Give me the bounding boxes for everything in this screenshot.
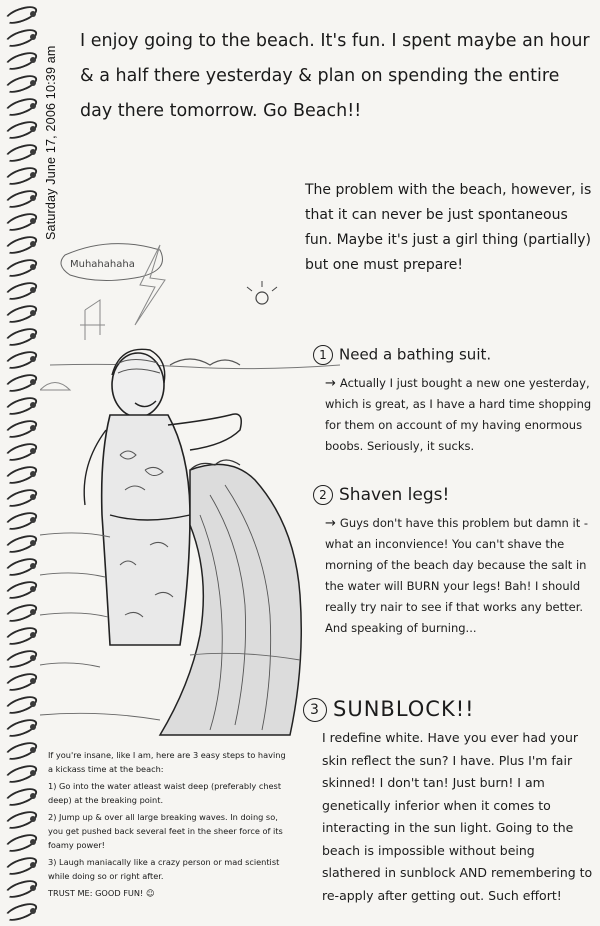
item-title: Shaven legs!	[339, 485, 450, 505]
item-title: SUNBLOCK!!	[333, 697, 475, 721]
sun-icon	[256, 292, 268, 304]
girl-body	[102, 415, 190, 645]
spiral-hole	[30, 80, 36, 86]
spiral-hole	[30, 540, 36, 546]
tips-intro: If you're insane, like I am, here are 3 easy steps to having a kickass time at the beach:	[48, 750, 286, 774]
spiral-binding	[0, 0, 40, 926]
spiral-hole	[30, 34, 36, 40]
spiral-hole	[30, 57, 36, 63]
spiral-hole	[30, 425, 36, 431]
spiral-hole	[30, 402, 36, 408]
arrow-icon: →	[325, 376, 336, 391]
spiral-hole	[30, 517, 36, 523]
spiral-hole	[30, 310, 36, 316]
date-stamp: Saturday June 17, 2006 10:39 am	[44, 45, 58, 240]
spiral-hole	[30, 678, 36, 684]
spiral-hole	[30, 770, 36, 776]
spiral-hole	[30, 241, 36, 247]
cat-face-icon: ☺	[145, 888, 155, 898]
spiral-hole	[30, 471, 36, 477]
spiral-hole	[30, 701, 36, 707]
spiral-hole	[30, 793, 36, 799]
item-2-note	[325, 513, 597, 639]
speech-bubble-text: Muhahahaha	[70, 259, 135, 270]
spiral-hole	[30, 103, 36, 109]
lifeguard-tower	[80, 300, 105, 340]
spiral-hole	[30, 655, 36, 661]
spiral-hole	[30, 195, 36, 201]
spiral-hole	[30, 908, 36, 914]
item-note-text: Guys don't have this problem but damn it - what an inconvience! You can't shave the morning of the beach day because the salt in the water will BURN your legs! Bah! I should really try nair to see if that works any better. And speaking of burning...	[325, 516, 589, 635]
tips-signoff	[48, 886, 288, 900]
spiral-hole	[30, 747, 36, 753]
spiral-hole	[30, 494, 36, 500]
spiral-hole	[30, 379, 36, 385]
umbrella-icon	[40, 383, 70, 391]
tips-signoff-text: TRUST ME: GOOD FUN!	[48, 888, 144, 898]
tip-step: 3) Laugh maniacally like a crazy person or mad scientist while doing so or right after.	[48, 857, 280, 881]
spiral-hole	[30, 724, 36, 730]
item-note-text: Actually I just bought a new one yesterday, which is great, as I have a hard time shopping for them on account of my having enormous boobs. Seriously, it sucks.	[325, 376, 592, 453]
item-3-note: I redefine white. Have you ever had your skin reflect the sun? I have. Plus I'm fair skinned! I don't tan! Just burn! I am genetically inferior when it comes to interacting in the sun light. Going to the beach is impossible without being slathered in sunblock AND remembering to re-apply after getting out. Such effort!	[322, 730, 593, 903]
item-number: 3	[303, 698, 327, 722]
item-number: 2	[313, 485, 333, 505]
intro-paragraph: I enjoy going to the beach. It's fun. I spent maybe an hour & a half there yesterday & plan on spending the entire day there tomorrow. Go Beach!!	[80, 31, 590, 121]
beach-sketch	[40, 215, 340, 750]
spiral-hole	[30, 609, 36, 615]
spiral-hole	[30, 816, 36, 822]
arrow-icon: →	[325, 516, 336, 531]
item-title: Need a bathing suit.	[339, 345, 492, 364]
item-number: 1	[313, 345, 333, 365]
item-1-note	[325, 373, 595, 457]
spiral-hole	[30, 126, 36, 132]
spiral-hole	[30, 586, 36, 592]
tip-step: 1) Go into the water atleast waist deep (preferably chest deep) at the breaking point.	[48, 781, 282, 805]
spiral-hole	[30, 264, 36, 270]
spiral-hole	[30, 11, 36, 17]
spiral-hole	[30, 149, 36, 155]
spiral-hole	[30, 448, 36, 454]
spiral-hole	[30, 333, 36, 339]
tips-box	[48, 748, 288, 900]
spiral-hole	[30, 839, 36, 845]
spiral-hole	[30, 632, 36, 638]
spiral-hole	[30, 356, 36, 362]
spiral-hole	[30, 287, 36, 293]
problem-paragraph: The problem with the beach, however, is that it can never be just spontaneous fun. Maybe it's just a girl thing (partially) but one must prepare!	[305, 182, 592, 273]
spiral-hole	[30, 885, 36, 891]
spiral-hole	[30, 218, 36, 224]
spiral-hole	[30, 563, 36, 569]
lightning-icon	[135, 245, 165, 325]
spiral-hole	[30, 172, 36, 178]
spiral-hole	[30, 862, 36, 868]
tip-step: 2) Jump up & over all large breaking waves. In doing so, you get pushed back several feet in the sheer force of its foamy power!	[48, 812, 283, 850]
